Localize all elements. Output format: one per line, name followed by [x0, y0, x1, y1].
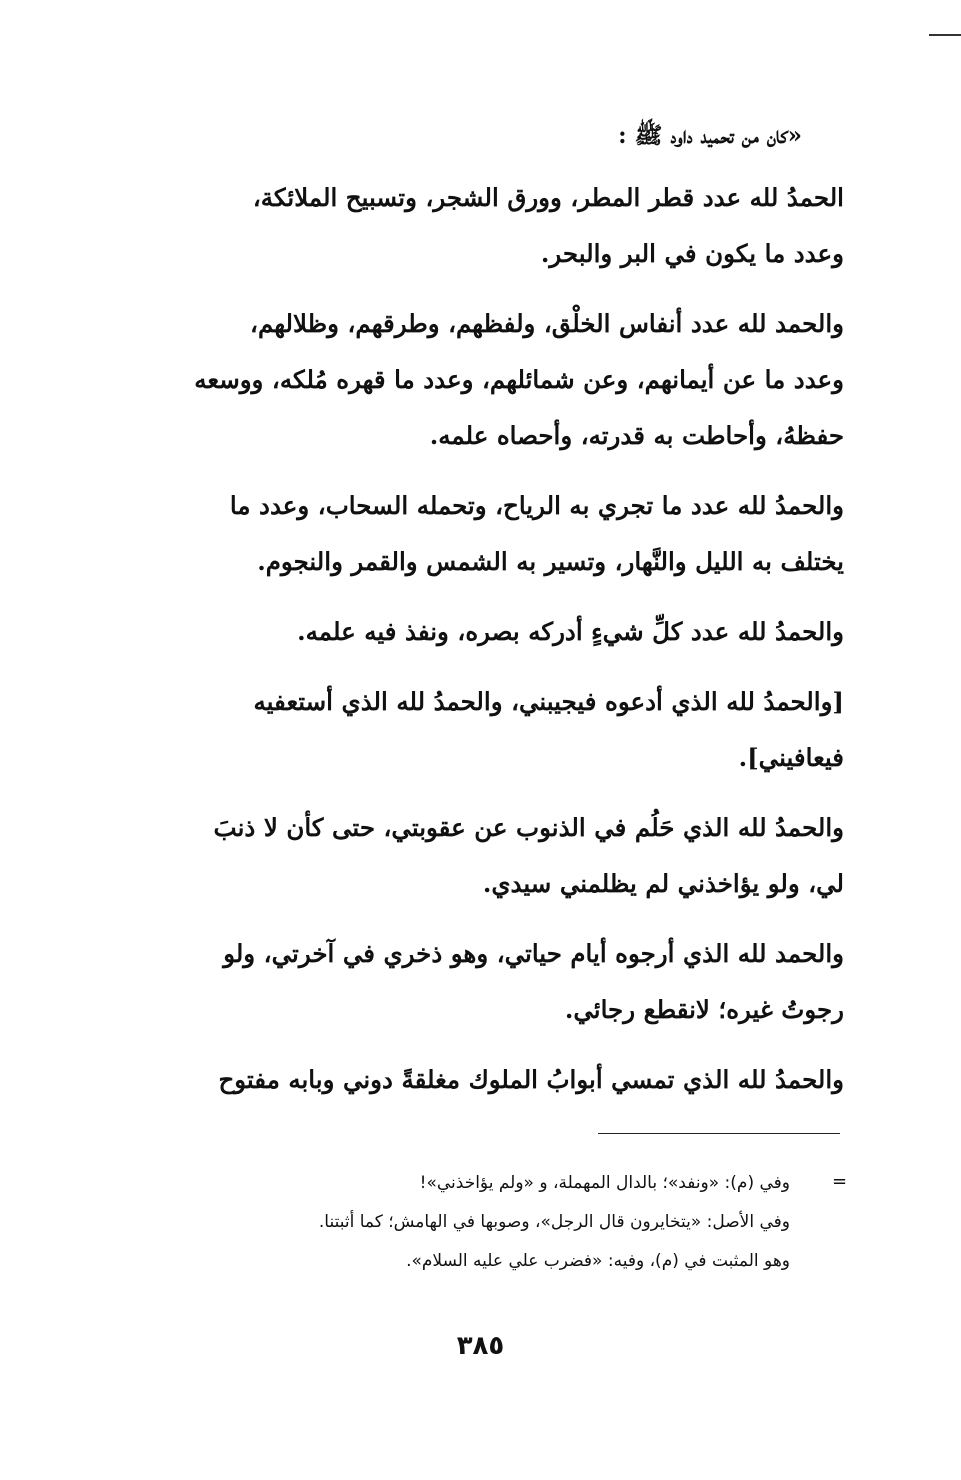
text-line: والحمد لله الذي أرجوه أيام حياتي، وهو ذخري في آخرتي، ولو [223, 939, 844, 968]
text-line: وعدد ما يكون في البر والبحر. [540, 239, 844, 268]
paragraph [128, 478, 844, 590]
footnote-line: وهو المثبت في (م)، وفيه: «فضرب علي عليه السلام». [406, 1251, 790, 1271]
text-line: والحمد لله عدد أنفاس الخلْق، ولفظهم، وطرقهم، وظلالهم، [250, 309, 844, 338]
footnotes [150, 1164, 790, 1281]
paragraph [128, 296, 844, 464]
section-heading: «كان من تحميد داود ﷺ : [618, 122, 802, 149]
text-line: حفظهُ، وأحاطت به قدرته، وأحصاه علمه. [429, 421, 844, 450]
footnote-separator [598, 1133, 840, 1134]
text-line: يختلف به الليل والنَّهار، وتسير به الشمس والقمر والنجوم. [257, 547, 844, 576]
text-line: وعدد ما عن أيمانهم، وعن شمائلهم، وعدد ما قهره مُلكه، ووسعه [194, 365, 844, 394]
paragraph [128, 800, 844, 912]
paragraph [128, 926, 844, 1038]
text-line: والحمدُ لله الذي حَلُم في الذنوب عن عقوبتي، حتى كأن لا ذنبَ [213, 813, 844, 842]
text-line: والحمدُ لله عدد كلِّ شيءٍ أدركه بصره، ونفذ فيه علمه. [297, 617, 844, 646]
page-number: ٣٨٥ [456, 1331, 505, 1361]
paragraph [128, 674, 844, 786]
paragraph [128, 1052, 844, 1108]
footnote-continuation-marker: = [832, 1171, 848, 1192]
text-line: رجوتُ غيره؛ لانقطع رجائي. [564, 995, 844, 1024]
body-text [128, 170, 844, 1108]
footnote-line: وفي (م): «ونفد»؛ بالدال المهملة، و «ولم يؤاخذني»! [419, 1173, 790, 1193]
paragraph [128, 604, 844, 660]
corner-mark [929, 34, 961, 36]
paragraph [128, 170, 844, 282]
text-line: والحمدُ لله الذي تمسي أبوابُ الملوك مغلقةً دوني وبابه مفتوح [218, 1065, 844, 1094]
footnote-line: وفي الأصل: «يتخايرون قال الرجل»، وصوبها في الهامش؛ كما أثبتنا. [318, 1212, 790, 1232]
text-line: والحمدُ لله عدد ما تجري به الرياح، وتحمله السحاب، وعدد ما [229, 491, 844, 520]
text-line: الحمدُ لله عدد قطر المطر، وورق الشجر، وتسبيح الملائكة، [252, 183, 844, 212]
text-line: فيعافيني]. [738, 743, 844, 772]
text-line: لي، ولو يؤاخذني لم يظلمني سيدي. [482, 869, 844, 898]
text-line: [والحمدُ لله الذي أدعوه فيجيبني، والحمدُ لله الذي أستعفيه [253, 687, 844, 716]
